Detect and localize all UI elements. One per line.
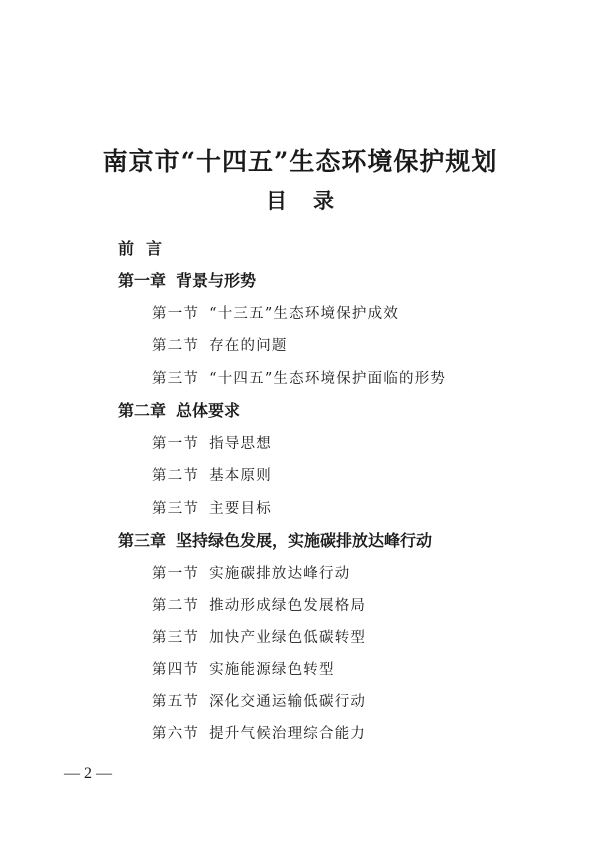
toc-entry-number: 第一章 — [118, 271, 167, 290]
toc-entry-title: 背景与形势 — [176, 271, 257, 290]
toc-entry-number: 第三节 — [152, 371, 200, 387]
toc-entry-number: 第二章 — [118, 401, 167, 420]
toc-entry-section[interactable] — [152, 594, 366, 615]
toc-entry-title: 主要目标 — [209, 501, 272, 517]
toc-entry-section[interactable] — [152, 497, 272, 518]
page-number: — 2 — — [64, 765, 112, 782]
toc-entry-section[interactable] — [152, 690, 366, 711]
toc-entry-title: 深化交通运输低碳行动 — [209, 694, 367, 710]
toc-entry-number: 第二节 — [152, 598, 200, 614]
toc-entry-section[interactable] — [152, 432, 272, 453]
toc-entry-section[interactable] — [152, 722, 366, 743]
toc-entry-section[interactable] — [152, 562, 350, 583]
toc-entry-section[interactable] — [152, 464, 272, 485]
toc-entry-title: 总体要求 — [176, 401, 241, 420]
toc-entry-number: 第二节 — [152, 338, 200, 354]
document-title: 南京市“十四五”生态环境保护规划 — [102, 147, 498, 176]
toc-entry-title: 实施能源绿色转型 — [209, 662, 335, 678]
toc-entry-title: 基本原则 — [209, 468, 272, 484]
toc-preface[interactable]: 前言 — [118, 239, 175, 258]
toc-entry-number: 第三节 — [152, 630, 200, 646]
toc-entry-number: 第一节 — [152, 436, 200, 452]
toc-entry-number: 第五节 — [152, 694, 200, 710]
toc-entry-title: 存在的问题 — [209, 338, 288, 354]
toc-entry-title: 提升气候治理综合能力 — [209, 726, 367, 742]
toc-entry-number: 第一节 — [152, 306, 200, 322]
toc-entry-number: 第二节 — [152, 468, 200, 484]
toc-entry-number: 第三章 — [118, 531, 167, 550]
toc-entry-section[interactable] — [152, 367, 446, 388]
toc-entry-chapter[interactable] — [118, 398, 240, 421]
toc-entry-section[interactable] — [152, 658, 335, 679]
toc-entry-number: 第三节 — [152, 501, 200, 517]
toc-entry-number: 第一节 — [152, 566, 200, 582]
toc-entry-section[interactable] — [152, 302, 399, 323]
toc-heading: 目录 — [266, 189, 360, 213]
toc-entry-title: “十三五”生态环境保护成效 — [209, 306, 400, 322]
toc-entry-title: 加快产业绿色低碳转型 — [209, 630, 367, 646]
toc-entry-title: 推动形成绿色发展格局 — [209, 598, 367, 614]
toc-entry-title: “十四五”生态环境保护面临的形势 — [209, 371, 447, 387]
toc-entry-number: 第四节 — [152, 662, 200, 678]
toc-entry-title: 实施碳排放达峰行动 — [209, 566, 351, 582]
toc-entry-chapter[interactable] — [118, 528, 432, 551]
toc-entry-section[interactable] — [152, 334, 288, 355]
toc-entry-section[interactable] — [152, 626, 366, 647]
toc-entry-title: 坚持绿色发展，实施碳排放达峰行动 — [176, 531, 433, 550]
toc-entry-number: 第六节 — [152, 726, 200, 742]
toc-entry-title: 指导思想 — [209, 436, 272, 452]
toc-entry-chapter[interactable] — [118, 268, 256, 291]
